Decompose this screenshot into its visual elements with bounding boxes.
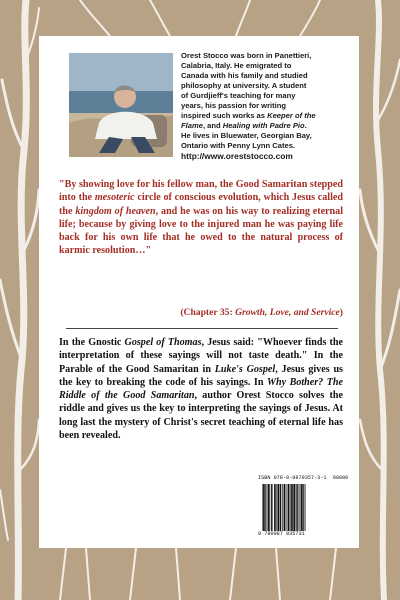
barcode-bar xyxy=(271,484,272,531)
bio-line: He lives in Bluewater, Georgian Bay, xyxy=(181,131,312,140)
barcode-bar xyxy=(301,484,303,531)
barcode-bar xyxy=(291,484,293,531)
quote-reference: (Chapter 35: Growth, Love, and Service) xyxy=(180,307,343,318)
bio-line: Orest Stocco was born in Panettieri, xyxy=(181,51,312,60)
barcode-bar xyxy=(262,484,263,531)
barcode-bar xyxy=(290,484,291,531)
back-cover-panel xyxy=(39,36,359,548)
barcode-bar xyxy=(276,484,277,531)
barcode-bar xyxy=(265,484,266,531)
bio-line: philosophy at university. A student xyxy=(181,81,307,90)
bio-line: of Gurdjieff's teaching for many xyxy=(181,91,296,100)
bio-line: Flame, and Healing with Padre Pio. xyxy=(181,121,307,130)
bio-line: Canada with his family and studied xyxy=(181,71,308,80)
barcode-bar xyxy=(274,484,276,531)
bio-line: inspired such works as Keeper of the xyxy=(181,111,316,120)
divider xyxy=(66,328,338,329)
barcode-bar xyxy=(299,484,300,531)
barcode-bar xyxy=(300,484,301,531)
barcode-bar xyxy=(268,484,270,531)
barcode-bar xyxy=(286,484,287,531)
bio-line: Ontario with Penny Lynn Cates. xyxy=(181,141,296,150)
author-photo xyxy=(69,53,173,157)
price-code: 90000 xyxy=(332,475,349,481)
barcode-bars xyxy=(258,484,344,531)
isbn-barcode xyxy=(258,475,349,539)
barcode-bar xyxy=(303,484,304,531)
barcode-bar xyxy=(282,484,283,531)
barcode-bar xyxy=(272,484,273,531)
book-synopsis: In the Gnostic Gospel of Thomas, Jesus said: "Whoever finds the interpretation of these sayings will not taste death." In the Parable of the Good Samaritan in Luke's Gospel, Jesus gives us the key to breaking the code of his sayings. In Why Bother? The Riddle of the Good Samaritan, author Orest Stocco solves the riddle and gives us the key to interpreting the sayings of Jesus. At long last the mystery of Christ's secret teaching of eternal life has been revealed. xyxy=(59,337,343,442)
isbn-label: ISBN 978-0-9879357-3-1 90000 xyxy=(258,475,349,481)
barcode-bar xyxy=(263,484,265,531)
back-cover-quote: "By showing love for his fellow man, the Good Samaritan stepped into the mesoteric circle of conscious evolution, which Jesus called the kingdom of heaven, and he was on his way to realizing eternal life; because by giving love to the injured man he was paying life back for his own life that he owed to the natural process of karmic resolution…" xyxy=(59,179,344,257)
author-bio xyxy=(181,51,349,161)
barcode-bar xyxy=(305,484,306,531)
barcode-bar xyxy=(287,484,288,531)
barcode-bar xyxy=(293,484,295,531)
barcode-bar xyxy=(267,484,268,531)
barcode-bar xyxy=(296,484,297,531)
barcode-bar xyxy=(288,484,290,531)
barcode-bar xyxy=(280,484,282,531)
barcode-bar xyxy=(297,484,298,531)
barcode-bar xyxy=(284,484,285,531)
bio-line: years, his passion for writing xyxy=(181,101,287,110)
author-website: http://www.oreststocco.com xyxy=(181,151,293,161)
barcode-digits: 9 780987 935731 xyxy=(258,531,305,537)
bio-line: Calabria, Italy. He emigrated to xyxy=(181,61,292,70)
barcode-bar xyxy=(277,484,279,531)
